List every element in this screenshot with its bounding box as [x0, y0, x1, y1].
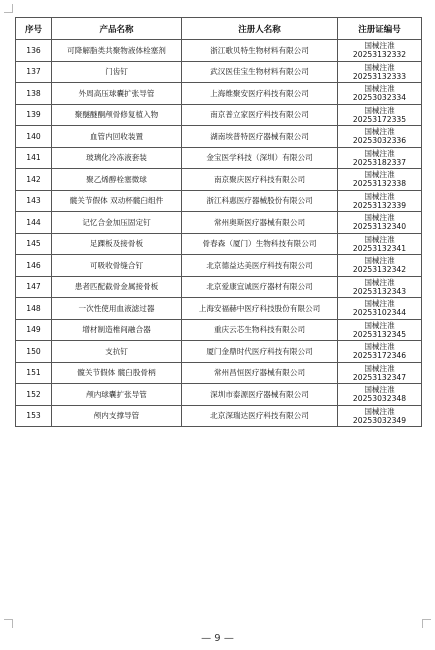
table-row	[16, 298, 422, 320]
cell-registrant-name: 浙江歌贝特生物材料有限公司	[182, 40, 338, 62]
certificate-prefix: 国械注准	[364, 406, 395, 416]
certificate-prefix: 国械注准	[364, 84, 395, 94]
certificate-code: 20253032349	[352, 415, 407, 425]
cell-product-name: 增材制造椎间融合器	[52, 319, 182, 341]
cell-product-name: 外周高压球囊扩张导管	[52, 83, 182, 105]
cell-registrant-name: 深圳市泰源医疗器械有限公司	[182, 384, 338, 406]
cell-certificate-number	[338, 169, 422, 191]
certificate-prefix: 国械注准	[364, 256, 395, 266]
cell-product-name: 颅内支撑导管	[52, 405, 182, 427]
certificate-code: 20253132332	[352, 50, 407, 60]
certificate-code: 20253032348	[352, 394, 407, 404]
table-row	[16, 405, 422, 427]
certificate-code: 20253132333	[352, 71, 407, 81]
table-row	[16, 147, 422, 169]
cell-product-name: 患者匹配截骨金属接骨板	[52, 276, 182, 298]
cell-product-name: 聚乙烯醇栓塞微球	[52, 169, 182, 191]
table-row	[16, 255, 422, 277]
cell-product-name: 记忆合金加压固定钉	[52, 212, 182, 234]
table-row	[16, 104, 422, 126]
certificate-code: 20253172335	[352, 114, 407, 124]
cell-certificate-number	[338, 384, 422, 406]
certificate-code: 20253032334	[352, 93, 407, 103]
cell-certificate-number	[338, 147, 422, 169]
cell-registrant-name: 金宝医学科技（深圳）有限公司	[182, 147, 338, 169]
cell-certificate-number	[338, 341, 422, 363]
certificate-code: 20253132342	[352, 265, 407, 275]
certificate-prefix: 国械注准	[364, 342, 395, 352]
page-number: — 9 —	[201, 633, 234, 644]
cell-serial-number: 151	[16, 362, 52, 384]
cell-certificate-number	[338, 255, 422, 277]
cell-registrant-name: 骨春森（厦门）生物科技有限公司	[182, 233, 338, 255]
certificate-prefix: 国械注准	[364, 127, 395, 137]
cell-certificate-number	[338, 83, 422, 105]
certificate-prefix: 国械注准	[364, 277, 395, 287]
certificate-code: 20253132338	[352, 179, 407, 189]
cell-registrant-name: 北京爱康宜诚医疗器材有限公司	[182, 276, 338, 298]
certificate-prefix: 国械注准	[364, 170, 395, 180]
table-row	[16, 276, 422, 298]
cell-certificate-number	[338, 233, 422, 255]
certificate-code: 20253132347	[352, 372, 407, 382]
certificate-prefix: 国械注准	[364, 299, 395, 309]
cell-serial-number: 142	[16, 169, 52, 191]
cell-registrant-name: 上海安福赫中医疗科技股份有限公司	[182, 298, 338, 320]
cell-product-name: 髋关节假体 双动杯髋臼组件	[52, 190, 182, 212]
cell-serial-number: 148	[16, 298, 52, 320]
cell-serial-number: 153	[16, 405, 52, 427]
cell-serial-number: 146	[16, 255, 52, 277]
cell-serial-number: 138	[16, 83, 52, 105]
crop-mark-bottom-left	[4, 619, 13, 628]
certificate-code: 20253132343	[352, 286, 407, 296]
cell-registrant-name: 重庆云芯生物科技有限公司	[182, 319, 338, 341]
table-row	[16, 319, 422, 341]
certificate-code: 20253132340	[352, 222, 407, 232]
table-row	[16, 83, 422, 105]
cell-registrant-name: 常州奥斯医疗器械有限公司	[182, 212, 338, 234]
certificate-prefix: 国械注准	[364, 320, 395, 330]
header-row	[16, 18, 422, 40]
table-row	[16, 40, 422, 62]
cell-certificate-number	[338, 61, 422, 83]
certificate-prefix: 国械注准	[364, 41, 395, 51]
certificate-code: 20253132339	[352, 200, 407, 210]
certificate-code: 20253032336	[352, 136, 407, 146]
certificate-prefix: 国械注准	[364, 148, 395, 158]
cell-registrant-name: 浙江科惠医疗器械股份有限公司	[182, 190, 338, 212]
cell-serial-number: 152	[16, 384, 52, 406]
cell-registrant-name: 常州昌恒医疗器械有限公司	[182, 362, 338, 384]
table-header	[16, 18, 422, 40]
cell-product-name: 一次性使用血液滤过器	[52, 298, 182, 320]
cell-product-name: 玻璃化冷冻液套装	[52, 147, 182, 169]
cell-registrant-name: 南京普立家医疗科技有限公司	[182, 104, 338, 126]
cell-serial-number: 137	[16, 61, 52, 83]
cell-certificate-number	[338, 362, 422, 384]
cell-product-name: 颅内球囊扩张导管	[52, 384, 182, 406]
cell-product-name: 血管内回收装置	[52, 126, 182, 148]
cell-product-name: 足踝板及接骨板	[52, 233, 182, 255]
table-row	[16, 61, 422, 83]
cell-serial-number: 139	[16, 104, 52, 126]
crop-mark-bottom-right	[422, 619, 431, 628]
cell-serial-number: 143	[16, 190, 52, 212]
certificate-prefix: 国械注准	[364, 105, 395, 115]
table-row	[16, 190, 422, 212]
header-serial-number: 序号	[16, 18, 52, 40]
cell-registrant-name: 北京德益达美医疗科技有限公司	[182, 255, 338, 277]
table-row	[16, 341, 422, 363]
cell-product-name: 髋关节假体 髋臼股骨柄	[52, 362, 182, 384]
cell-serial-number: 144	[16, 212, 52, 234]
certificate-prefix: 国械注准	[364, 363, 395, 373]
cell-certificate-number	[338, 405, 422, 427]
certificate-code: 20253102344	[352, 308, 407, 318]
cell-certificate-number	[338, 319, 422, 341]
certificate-code: 20253182337	[352, 157, 407, 167]
table-body	[16, 40, 422, 427]
header-certificate-number: 注册证编号	[338, 18, 422, 40]
crop-mark-top-left	[4, 4, 13, 13]
cell-product-name: 聚醚醚酮颅骨修复植入物	[52, 104, 182, 126]
table-row	[16, 126, 422, 148]
cell-serial-number: 136	[16, 40, 52, 62]
registration-table	[15, 17, 422, 427]
cell-registrant-name: 南京聚庆医疗科技有限公司	[182, 169, 338, 191]
certificate-prefix: 国械注准	[364, 385, 395, 395]
cell-product-name: 可降解脂类共聚物液体栓塞剂	[52, 40, 182, 62]
cell-registrant-name: 上海维聚安医疗科技有限公司	[182, 83, 338, 105]
cell-certificate-number	[338, 212, 422, 234]
cell-serial-number: 150	[16, 341, 52, 363]
cell-certificate-number	[338, 126, 422, 148]
table-row	[16, 384, 422, 406]
cell-serial-number: 140	[16, 126, 52, 148]
table-row	[16, 362, 422, 384]
cell-serial-number: 145	[16, 233, 52, 255]
cell-serial-number: 149	[16, 319, 52, 341]
certificate-prefix: 国械注准	[364, 234, 395, 244]
cell-registrant-name: 北京深瑞达医疗科技有限公司	[182, 405, 338, 427]
cell-registrant-name: 武汉医佳宝生物材料有限公司	[182, 61, 338, 83]
table-row	[16, 212, 422, 234]
cell-product-name: 支抗钉	[52, 341, 182, 363]
cell-registrant-name: 湖南埃普特医疗器械有限公司	[182, 126, 338, 148]
certificate-prefix: 国械注准	[364, 62, 395, 72]
cell-certificate-number	[338, 298, 422, 320]
certificate-prefix: 国械注准	[364, 213, 395, 223]
certificate-prefix: 国械注准	[364, 191, 395, 201]
cell-serial-number: 147	[16, 276, 52, 298]
certificate-code: 20253172346	[352, 351, 407, 361]
cell-certificate-number	[338, 104, 422, 126]
cell-certificate-number	[338, 190, 422, 212]
cell-certificate-number	[338, 276, 422, 298]
cell-product-name: 门齿钉	[52, 61, 182, 83]
cell-product-name: 可吸收骨缝合钉	[52, 255, 182, 277]
cell-registrant-name: 厦门金鼎时代医疗科技有限公司	[182, 341, 338, 363]
cell-certificate-number	[338, 40, 422, 62]
header-product-name: 产品名称	[52, 18, 182, 40]
cell-serial-number: 141	[16, 147, 52, 169]
table-row	[16, 233, 422, 255]
certificate-code: 20253132341	[352, 243, 407, 253]
header-registrant-name: 注册人名称	[182, 18, 338, 40]
table-row	[16, 169, 422, 191]
certificate-code: 20253132345	[352, 329, 407, 339]
